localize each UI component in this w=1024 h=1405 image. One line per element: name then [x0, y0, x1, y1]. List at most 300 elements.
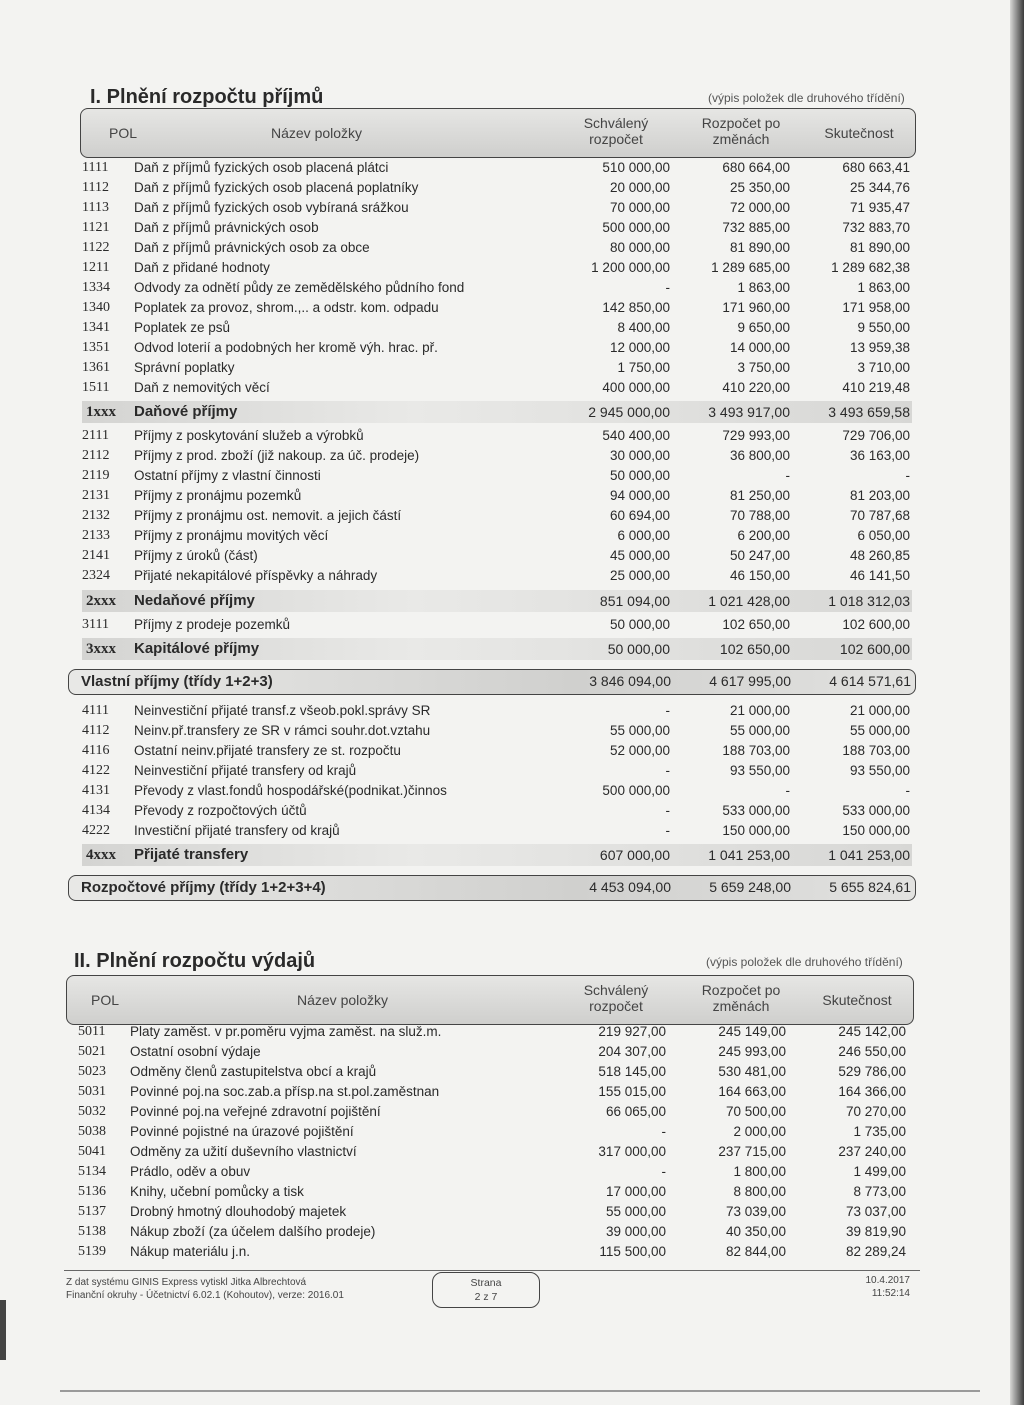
subtotal-row — [82, 590, 912, 612]
row-adjusted: 46 150,00 — [729, 568, 790, 583]
footer-source — [66, 1276, 344, 1302]
row-adjusted: 237 715,00 — [718, 1144, 786, 1159]
table-row — [82, 358, 912, 378]
row-name: Příjmy z pronájmu pozemků — [134, 488, 302, 503]
row-pol: 4134 — [82, 803, 110, 818]
section2-table-header — [66, 975, 914, 1025]
row-name: Drobný hmotný dlouhodobý majetek — [130, 1204, 347, 1219]
row-adjusted: - — [785, 468, 790, 483]
row-pol: 5134 — [78, 1164, 106, 1179]
subtotal-actual: 102 600,00 — [839, 641, 910, 657]
row-name: Odměny členů zastupitelstva obcí a krajů — [130, 1064, 377, 1079]
row-adjusted: 6 200,00 — [737, 528, 790, 543]
row-adjusted: 25 350,00 — [729, 180, 790, 195]
row-adjusted: 14 000,00 — [729, 340, 790, 355]
row-pol: 4112 — [82, 723, 110, 738]
row-name: Ostatní neinv.přijaté transfery ze st. rozpočtu — [134, 743, 401, 758]
row-approved: 60 694,00 — [609, 508, 670, 523]
table-row — [82, 486, 912, 506]
row-name: Přijaté nekapitálové příspěvky a náhrady — [134, 568, 378, 583]
row-pol: 1351 — [82, 340, 110, 355]
row-approved: 66 065,00 — [605, 1104, 666, 1119]
subtotal-adjusted: 102 650,00 — [719, 641, 790, 657]
row-actual: - — [905, 783, 910, 798]
row-approved: 55 000,00 — [609, 723, 670, 738]
row-adjusted: 73 039,00 — [725, 1204, 786, 1219]
subtotal-name: Přijaté transfery — [134, 846, 249, 863]
table-row — [78, 1222, 908, 1242]
header-c3: Skutečnost — [822, 992, 892, 1008]
page-counter-label: Strana — [470, 1277, 502, 1289]
row-pol: 1340 — [82, 300, 110, 315]
row-pol: 2133 — [82, 528, 110, 543]
row-actual: 8 773,00 — [853, 1184, 906, 1199]
subtotal-row — [82, 638, 912, 660]
subtotal-approved: 50 000,00 — [607, 641, 670, 657]
total-actual: 5 655 824,61 — [829, 879, 911, 895]
table-row — [82, 781, 912, 801]
subtotal-approved: 607 000,00 — [599, 847, 670, 863]
table-row — [82, 506, 912, 526]
row-adjusted: 40 350,00 — [725, 1224, 786, 1239]
row-name: Povinné poj.na soc.zab.a přísp.na st.pol.zaměstnan — [130, 1084, 440, 1099]
table-row — [82, 426, 912, 446]
row-adjusted: 93 550,00 — [729, 763, 790, 778]
row-approved: - — [661, 1164, 666, 1179]
row-pol: 2112 — [82, 448, 110, 463]
row-name: Daň z příjmů fyzických osob vybíraná srážkou — [134, 200, 409, 215]
row-pol: 1211 — [82, 260, 110, 275]
row-actual: 3 710,00 — [857, 360, 910, 375]
row-approved: 17 000,00 — [605, 1184, 666, 1199]
row-actual: 48 260,85 — [849, 548, 910, 563]
row-actual: 21 000,00 — [849, 703, 910, 718]
row-name: Neinvestiční přijaté transfery od krajů — [134, 763, 357, 778]
page-counter — [432, 1272, 540, 1308]
row-actual: 46 141,50 — [849, 568, 910, 583]
row-name: Daň z příjmů právnických osob za obce — [134, 240, 370, 255]
row-approved: - — [665, 803, 670, 818]
row-approved: 30 000,00 — [609, 448, 670, 463]
table-row — [78, 1242, 908, 1262]
section2-note: (výpis položek dle druhového třídění) — [706, 955, 903, 969]
row-approved: - — [665, 703, 670, 718]
table-row — [82, 446, 912, 466]
row-adjusted: 50 247,00 — [729, 548, 790, 563]
table-row — [82, 378, 912, 398]
subtotal-name: Nedaňové příjmy — [134, 592, 255, 609]
row-pol: 2324 — [82, 568, 110, 583]
row-adjusted: 533 000,00 — [722, 803, 790, 818]
row-name: Daň z příjmů právnických osob — [134, 220, 319, 235]
header-c1b: rozpočet — [589, 998, 643, 1014]
row-approved: 50 000,00 — [609, 468, 670, 483]
row-approved: 142 850,00 — [602, 300, 670, 315]
row-adjusted: 82 844,00 — [725, 1244, 786, 1259]
row-name: Nákup zboží (za účelem dalšího prodeje) — [130, 1224, 376, 1239]
subtotal-adjusted: 3 493 917,00 — [708, 404, 790, 420]
row-adjusted: 164 663,00 — [718, 1084, 786, 1099]
table-row — [82, 198, 912, 218]
header-c1b: rozpočet — [589, 131, 643, 147]
row-adjusted: 680 664,00 — [722, 160, 790, 175]
row-pol: 5021 — [78, 1044, 106, 1059]
row-approved: 540 400,00 — [602, 428, 670, 443]
row-actual: 237 240,00 — [838, 1144, 906, 1159]
subtotal-pol: 1xxx — [86, 404, 116, 420]
row-adjusted: 1 863,00 — [737, 280, 790, 295]
row-actual: 70 270,00 — [845, 1104, 906, 1119]
table-row — [82, 801, 912, 821]
row-approved: 12 000,00 — [609, 340, 670, 355]
row-pol: 5011 — [78, 1024, 106, 1039]
row-actual: 1 289 682,38 — [831, 260, 910, 275]
header-c1a: Schválený — [583, 982, 649, 998]
row-name: Příjmy z prodeje pozemků — [134, 617, 291, 632]
table-row — [78, 1082, 908, 1102]
total-adjusted: 4 617 995,00 — [709, 673, 791, 689]
row-name: Nákup materiálu j.n. — [130, 1244, 251, 1259]
header-c3: Skutečnost — [824, 125, 894, 141]
row-approved: 94 000,00 — [609, 488, 670, 503]
header-c2a: Rozpočet po — [701, 115, 781, 131]
row-name: Odměny za užití duševního vlastnictví — [130, 1144, 357, 1159]
row-name: Poplatek ze psů — [134, 320, 231, 335]
row-name: Daň z nemovitých věcí — [134, 380, 270, 395]
subtotal-approved: 851 094,00 — [599, 593, 670, 609]
table-row — [78, 1042, 908, 1062]
print-timestamp — [820, 1274, 910, 1300]
total-row — [68, 875, 916, 901]
row-pol: 5031 — [78, 1084, 106, 1099]
table-row — [82, 761, 912, 781]
table-row — [82, 701, 912, 721]
row-actual: 13 959,38 — [849, 340, 910, 355]
row-adjusted: 72 000,00 — [729, 200, 790, 215]
table-row — [82, 318, 912, 338]
row-pol: 1112 — [82, 180, 109, 195]
row-adjusted: 21 000,00 — [729, 703, 790, 718]
row-actual: 680 663,41 — [842, 160, 910, 175]
row-adjusted: 732 885,00 — [722, 220, 790, 235]
row-adjusted: 1 800,00 — [733, 1164, 786, 1179]
row-actual: 93 550,00 — [849, 763, 910, 778]
row-name: Příjmy z pronájmu ost. nemovit. a jejich částí — [134, 508, 402, 523]
row-actual: 1 863,00 — [857, 280, 910, 295]
row-pol: 1341 — [82, 320, 110, 335]
row-adjusted: 410 220,00 — [722, 380, 790, 395]
header-c2a: Rozpočet po — [701, 982, 781, 998]
row-pol: 2132 — [82, 508, 110, 523]
total-row — [68, 669, 916, 695]
row-actual: 71 935,47 — [849, 200, 910, 215]
row-approved: 317 000,00 — [598, 1144, 666, 1159]
row-approved: - — [665, 823, 670, 838]
row-adjusted: 171 960,00 — [722, 300, 790, 315]
subtotal-pol: 4xxx — [86, 847, 116, 863]
scan-edge — [1010, 0, 1024, 1405]
row-actual: 25 344,76 — [849, 180, 910, 195]
table-row — [78, 1142, 908, 1162]
table-row — [82, 615, 912, 635]
table-row — [82, 466, 912, 486]
subtotal-name: Kapitálové příjmy — [134, 640, 260, 657]
total-actual: 4 614 571,61 — [829, 673, 911, 689]
table-row — [82, 741, 912, 761]
row-actual: 150 000,00 — [842, 823, 910, 838]
section1-title: I. Plnění rozpočtu příjmů — [90, 86, 324, 108]
row-actual: 529 786,00 — [838, 1064, 906, 1079]
row-adjusted: 1 289 685,00 — [711, 260, 790, 275]
subtotal-adjusted: 1 021 428,00 — [708, 593, 790, 609]
row-approved: 115 500,00 — [599, 1244, 666, 1259]
row-actual: 164 366,00 — [838, 1084, 906, 1099]
row-pol: 4131 — [82, 783, 110, 798]
page-counter-value: 2 z 7 — [474, 1291, 498, 1303]
header-name: Název položky — [271, 125, 363, 141]
row-name: Neinvestiční přijaté transf.z všeob.pokl.správy SR — [134, 703, 431, 718]
subtotal-approved: 2 945 000,00 — [588, 404, 670, 420]
row-approved: 50 000,00 — [609, 617, 670, 632]
table-row — [82, 821, 912, 841]
row-name: Příjmy z úroků (část) — [134, 548, 258, 563]
row-actual: 1 499,00 — [853, 1164, 906, 1179]
row-actual: 188 703,00 — [842, 743, 910, 758]
row-pol: 3111 — [82, 617, 109, 632]
table-row — [78, 1162, 908, 1182]
row-approved: 45 000,00 — [609, 548, 670, 563]
row-actual: 533 000,00 — [842, 803, 910, 818]
row-approved: 25 000,00 — [609, 568, 670, 583]
table-row — [82, 158, 912, 178]
row-adjusted: 81 890,00 — [729, 240, 790, 255]
footer-rule — [64, 1270, 920, 1271]
row-pol: 4222 — [82, 823, 110, 838]
row-adjusted: 36 800,00 — [729, 448, 790, 463]
row-actual: - — [905, 468, 910, 483]
row-approved: 52 000,00 — [609, 743, 670, 758]
row-actual: 246 550,00 — [838, 1044, 906, 1059]
table-row — [82, 546, 912, 566]
row-pol: 1121 — [82, 220, 110, 235]
subtotal-row — [82, 844, 912, 866]
row-adjusted: - — [785, 783, 790, 798]
row-actual: 70 787,68 — [849, 508, 910, 523]
row-adjusted: 188 703,00 — [722, 743, 790, 758]
header-pol: POL — [109, 125, 138, 141]
table-row — [82, 338, 912, 358]
row-actual: 171 958,00 — [842, 300, 910, 315]
row-actual: 81 890,00 — [849, 240, 910, 255]
subtotal-actual: 1 018 312,03 — [828, 593, 910, 609]
row-name: Investiční přijaté transfery od krajů — [134, 823, 340, 838]
row-adjusted: 81 250,00 — [729, 488, 790, 503]
header-c2b: změnách — [712, 131, 770, 147]
header-c1a: Schválený — [583, 115, 649, 131]
row-approved: 500 000,00 — [602, 783, 670, 798]
row-actual: 9 550,00 — [857, 320, 910, 335]
row-approved: 80 000,00 — [609, 240, 670, 255]
row-name: Daň z příjmů fyzických osob placená poplatníky — [134, 180, 419, 195]
total-adjusted: 5 659 248,00 — [709, 879, 791, 895]
row-name: Platy zaměst. v pr.poměru vyjma zaměst. na služ.m. — [130, 1024, 442, 1039]
row-adjusted: 2 000,00 — [733, 1124, 786, 1139]
section1-table-header — [80, 108, 916, 158]
footer-line2: Finanční okruhy - Účetnictví 6.02.1 (Kohoutov), verze: 2016.01 — [66, 1290, 344, 1301]
row-actual: 39 819,90 — [845, 1224, 906, 1239]
total-name: Rozpočtové příjmy (třídy 1+2+3+4) — [81, 879, 326, 896]
row-pol: 5032 — [78, 1104, 106, 1119]
table-row — [78, 1182, 908, 1202]
row-pol: 1334 — [82, 280, 110, 295]
row-name: Odvod loterií a podobných her kromě výh. hrac. př. — [134, 340, 438, 355]
table-row — [78, 1102, 908, 1122]
row-pol: 1113 — [82, 200, 109, 215]
row-pol: 5038 — [78, 1124, 106, 1139]
row-adjusted: 102 650,00 — [722, 617, 790, 632]
row-pol: 2141 — [82, 548, 110, 563]
table-row — [82, 278, 912, 298]
table-row — [78, 1202, 908, 1222]
row-actual: 732 883,70 — [842, 220, 910, 235]
row-pol: 1361 — [82, 360, 110, 375]
print-time: 11:52:14 — [871, 1288, 910, 1299]
footer-line1: Z dat systému GINIS Express vytiskl Jitka Albrechtová — [66, 1277, 307, 1288]
table-row — [82, 298, 912, 318]
row-pol: 5138 — [78, 1224, 106, 1239]
row-adjusted: 70 788,00 — [729, 508, 790, 523]
row-approved: - — [665, 280, 670, 295]
row-actual: 82 289,24 — [845, 1244, 906, 1259]
row-approved: 55 000,00 — [605, 1204, 666, 1219]
row-approved: 204 307,00 — [598, 1044, 666, 1059]
subtotal-name: Daňové příjmy — [134, 403, 238, 420]
section1-note: (výpis položek dle druhového třídění) — [708, 91, 905, 105]
total-approved: 3 846 094,00 — [589, 673, 671, 689]
row-approved: 155 015,00 — [598, 1084, 666, 1099]
print-date: 10.4.2017 — [865, 1275, 910, 1286]
row-name: Povinné poj.na veřejné zdravotní pojištění — [130, 1104, 381, 1119]
table-row — [82, 526, 912, 546]
table-row — [78, 1122, 908, 1142]
row-actual: 729 706,00 — [842, 428, 910, 443]
row-adjusted: 530 481,00 — [718, 1064, 786, 1079]
row-approved: 8 400,00 — [617, 320, 670, 335]
row-actual: 36 163,00 — [849, 448, 910, 463]
row-approved: 70 000,00 — [609, 200, 670, 215]
row-approved: - — [661, 1124, 666, 1139]
row-name: Příjmy z prod. zboží (již nakoup. za úč. prodeje) — [134, 448, 420, 463]
table-row — [78, 1022, 908, 1042]
row-adjusted: 245 993,00 — [718, 1044, 786, 1059]
table-row — [82, 178, 912, 198]
row-name: Poplatek za provoz, shrom.,.. a odstr. kom. odpadu — [134, 300, 439, 315]
row-name: Daň z přidané hodnoty — [134, 260, 270, 275]
table-row — [82, 566, 912, 586]
subtotal-adjusted: 1 041 253,00 — [708, 847, 790, 863]
row-approved: 500 000,00 — [602, 220, 670, 235]
row-name: Daň z příjmů fyzických osob placená plátci — [134, 160, 389, 175]
header-pol: POL — [91, 992, 120, 1008]
row-pol: 5041 — [78, 1144, 106, 1159]
header-name: Název položky — [297, 992, 389, 1008]
row-adjusted: 8 800,00 — [733, 1184, 786, 1199]
table-row — [82, 238, 912, 258]
row-approved: 1 200 000,00 — [591, 260, 670, 275]
row-name: Převody z vlast.fondů hospodářské(podnikat.)činnos — [134, 783, 447, 798]
scan-mark — [0, 1300, 6, 1360]
table-row — [78, 1062, 908, 1082]
row-adjusted: 729 993,00 — [722, 428, 790, 443]
row-name: Neinv.př.transfery ze SR v rámci souhr.dot.vztahu — [134, 723, 431, 738]
row-pol: 5137 — [78, 1204, 106, 1219]
row-approved: 6 000,00 — [617, 528, 670, 543]
row-pol: 4122 — [82, 763, 110, 778]
row-name: Převody z rozpočtových účtů — [134, 803, 307, 818]
subtotal-row — [82, 401, 912, 423]
row-name: Ostatní osobní výdaje — [130, 1044, 261, 1059]
subtotal-actual: 1 041 253,00 — [828, 847, 910, 863]
row-approved: 219 927,00 — [598, 1024, 666, 1039]
row-actual: 245 142,00 — [838, 1024, 906, 1039]
subtotal-actual: 3 493 659,58 — [828, 404, 910, 420]
row-actual: 102 600,00 — [842, 617, 910, 632]
row-adjusted: 150 000,00 — [722, 823, 790, 838]
row-pol: 2111 — [82, 428, 109, 443]
row-name: Prádlo, oděv a obuv — [130, 1164, 251, 1179]
row-actual: 73 037,00 — [845, 1204, 906, 1219]
subtotal-pol: 3xxx — [86, 641, 116, 657]
row-approved: 518 145,00 — [598, 1064, 666, 1079]
row-adjusted: 55 000,00 — [729, 723, 790, 738]
row-pol: 4116 — [82, 743, 110, 758]
row-adjusted: 9 650,00 — [737, 320, 790, 335]
row-name: Příjmy z poskytování služeb a výrobků — [134, 428, 364, 443]
row-name: Příjmy z pronájmu movitých věcí — [134, 528, 329, 543]
row-actual: 81 203,00 — [849, 488, 910, 503]
row-approved: 20 000,00 — [609, 180, 670, 195]
row-actual: 410 219,48 — [842, 380, 910, 395]
row-name: Knihy, učební pomůcky a tisk — [130, 1184, 304, 1199]
row-adjusted: 245 149,00 — [718, 1024, 786, 1039]
table-row — [82, 218, 912, 238]
total-name: Vlastní příjmy (třídy 1+2+3) — [81, 673, 273, 690]
row-pol: 5139 — [78, 1244, 106, 1259]
row-pol: 2131 — [82, 488, 110, 503]
row-pol: 5023 — [78, 1064, 106, 1079]
header-c2b: změnách — [712, 998, 770, 1014]
row-adjusted: 70 500,00 — [725, 1104, 786, 1119]
bottom-rule — [60, 1390, 980, 1392]
row-adjusted: 3 750,00 — [737, 360, 790, 375]
row-pol: 2119 — [82, 468, 110, 483]
row-approved: 400 000,00 — [602, 380, 670, 395]
row-actual: 1 735,00 — [853, 1124, 906, 1139]
row-name: Povinné pojistné na úrazové pojištění — [130, 1124, 354, 1139]
section2-title: II. Plnění rozpočtu výdajů — [74, 950, 316, 972]
row-approved: 1 750,00 — [617, 360, 670, 375]
subtotal-pol: 2xxx — [86, 593, 116, 609]
row-approved: - — [665, 763, 670, 778]
row-pol: 4111 — [82, 703, 109, 718]
row-pol: 1111 — [82, 160, 109, 175]
row-pol: 5136 — [78, 1184, 106, 1199]
table-row — [82, 258, 912, 278]
row-name: Odvody za odnětí půdy ze zemědělského půdního fond — [134, 280, 465, 295]
row-actual: 6 050,00 — [857, 528, 910, 543]
row-pol: 1511 — [82, 380, 110, 395]
row-name: Ostatní příjmy z vlastní činnosti — [134, 468, 321, 483]
